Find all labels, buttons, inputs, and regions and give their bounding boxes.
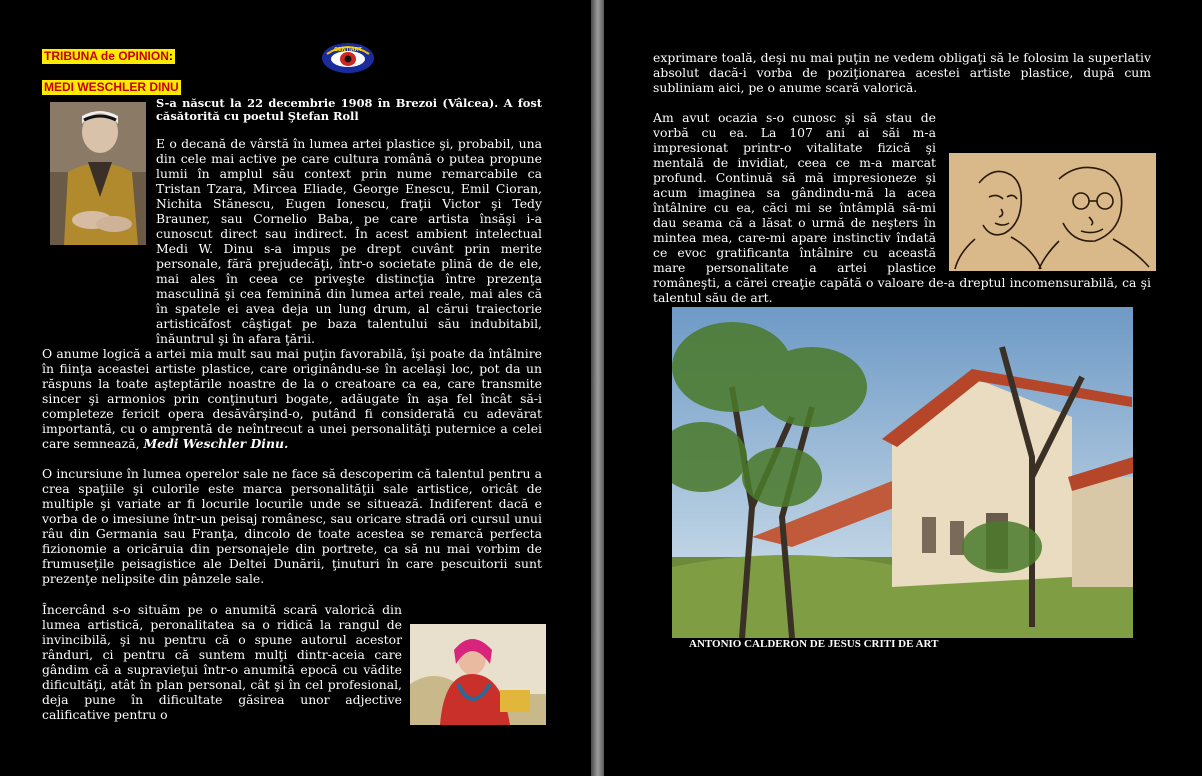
right-page — [604, 0, 1202, 776]
intro-text: S-a născut la 22 decembrie 1908 în Brezoi (Vâlcea). A fost căsătorită cu poetul Ştefan Roll — [156, 96, 542, 123]
svg-text:CENTIART: CENTIART — [334, 47, 362, 53]
landscape-painting — [672, 307, 1133, 638]
section-label: TRIBUNA de OPINION: — [44, 49, 173, 63]
paragraph-2 — [42, 346, 542, 451]
paragraph-3: O incursiune în lumea operelor sale ne face să descoperim că talentul pentru a crea spaţiile şi culorile este marca personalităţii sale artistice, oricât de multiple şi variate ar fi locurile locurile unde se situează. Indiferent dacă e vorba de o imesiune într-un peisaj românesc, sau oricare stradă ori cursul unui râu din Germania sau Franţa, dincolo de toate acestea se remarcă perfecta fizionomie a oricăruia din personajele din portrete, ca să nu mai vorbim de frumuseţile peisagistice ale Deltei Dunării, ţinuturi în care pescuitorii sunt prezenţe nelipsite din pânzele sale. — [42, 466, 542, 586]
woman-painting — [410, 624, 546, 725]
right-paragraph-1: exprimare toală, deşi nu mai puţin ne vedem obligaţi să le folosim la superlativ absolut dacă-i vorba de poziţionarea acestei artiste plastice, după cum subliniam aici, pe o anume scară valorică. — [653, 50, 1151, 95]
artist-signature: Medi Weschler Dinu. — [143, 436, 289, 451]
paragraph-2-text: O anume logică a artei mia mult sau mai puţin favorabilă, îşi poate da întâlnire în fiinţa aceastei artiste plastice, care originându-se în acelaşi loc, pot da un răspuns la toate aşteptările noastre de la o creatoare ca ea, care transmite sincer şi armonios prin conţinuturi bogate, adăugate în aşa fel încât să-i completeze fericit opera desăvârşind-o, putând fi considerată cu adevărat importantă, cu o amprentă de neîntrecut a unei personalităţi puternice a celei care semnează, — [42, 346, 542, 451]
paragraph-4: Încercând s-o situăm pe o anumită scară valorică din lumea artistică, peronalitatea sa o ridică la rangul de invincibilă, şi nu pentru că o spune autorul acestor rânduri, ci pentru că suntem mulţi dintr-aceia care gândim că a supravieţui într-o anumită epocă cu vădite dificultăţi, atât în plan personal, cât şi în cel profesional, deja pune în dificultate găsirea unor adjective calificative pentru o — [42, 602, 402, 722]
article-title: MEDI WESCHLER DINU — [44, 80, 179, 94]
paragraph-1-text: E o decană de vârstă în lumea artei plastice şi, probabil, una din cele mai active pe care cultura română o putea propune lumii în amplul său context prin nume remarcabile ca Tristan Tzara, Mircea Eliade, George Enescu, Emil Cioran, Nichita Stănescu, Eugen Ionescu, fraţii Victor şi Tedy Brauner, sau Cornelio Baba, pe care artista însăşi i-a cunoscut direct sau indirect. În acest ambient intelectual Medi W. Dinu s-a impus pe drept cuvânt prin merite personale, fără prejudecăţi, într-o societate plină de de ele, mai ales în ceea ce priveşte distincţia între prezenţa masculină şi cea feminină din lumea artei reale, mai ales că în spatele ei avea deja un lung drum, al cărui traiectorie artisticăfost câştigat pe baza talentului său indubitabil, înăuntrul şi în afara ţării. — [156, 136, 542, 346]
page-gutter — [591, 0, 604, 776]
left-page — [0, 0, 591, 776]
centiart-logo — [321, 42, 375, 74]
right-paragraph-2-text: Am avut ocazia s-o cunosc şi să stau de vorbă cu ea. La 107 ani ai săi m-a impresionat printr-o vitalitate fizică şi mentală de invidiat, ceea ce m-a marcat profund. Continuă să mă impresioneze şi acum imaginea sa gândindu-mă la acea întâlnire cu ea, căci mi se întâmplă să-mi dau seama că a lăsat o urmă de neşters în mintea mea, care-mi apare instinctiv îndată ce evoc gratificanta întâlnire cu această mare personalitate a artei plastice româneşti, a cărei creaţie capătă o valoare de-a dreptul incomensurabilă, ca şi talentul său de art. — [653, 110, 1151, 305]
paragraph-1 — [42, 136, 542, 346]
sketch-drawing — [949, 153, 1156, 271]
author-caption: ANTONIO CALDERON DE JESUS CRITI DE ART — [689, 638, 939, 650]
